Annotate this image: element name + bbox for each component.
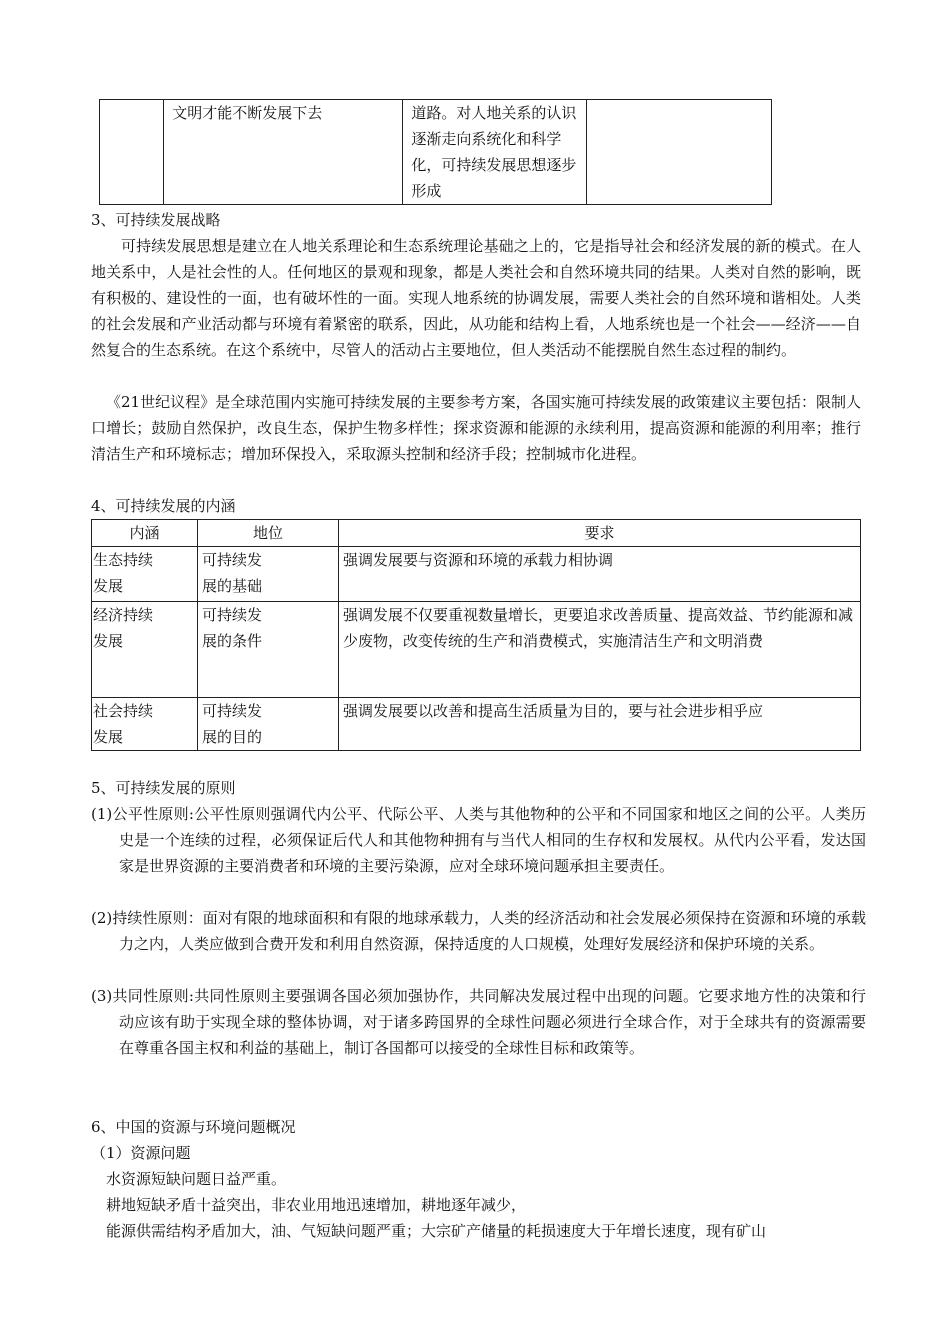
section6-sub-resource: （1）资源问题 (91, 1144, 191, 1162)
table-row (92, 698, 861, 751)
header-neihan: 内涵 (92, 520, 198, 547)
section5-heading: 5、可持续发展的原则 (91, 779, 236, 797)
table-row (100, 100, 772, 205)
row-2-neihan: 经济持续发展 (92, 602, 198, 698)
section6-heading: 6、中国的资源与环境问题概况 (91, 1118, 296, 1136)
section6-line-land: 耕地短缺矛盾十益突出，非农业用地迅速增加，耕地逐年减少， (106, 1196, 527, 1214)
table-header-row (92, 520, 861, 547)
row-3-diwei: 可持续发展的目的 (198, 698, 339, 751)
row-1-neihan: 生态持续发展 (92, 547, 198, 602)
section4-heading: 4、可持续发展的内涵 (91, 497, 236, 515)
table-row (92, 602, 861, 698)
row-1-yaoqiu: 强调发展要与资源和环境的承载力相协调 (339, 547, 861, 602)
row-3-yaoqiu: 强调发展要以改善和提高生活质量为目的，要与社会进步相乎应 (339, 698, 861, 751)
table-row (92, 547, 861, 602)
top-table-cell-1 (100, 100, 164, 205)
principle-sustainability: (2)持续性原则：面对有限的地球面积和有限的地球承载力，人类的经济活动和社会发展必须保持在资源和环境的承载力之内，人类应做到合费开发和利用自然资源，保持适度的人口规模，处理好发展经济和保护环境的关系。 (91, 909, 866, 953)
row-2-diwei: 可持续发展的条件 (198, 602, 339, 698)
row-1-diwei: 可持续发展的基础 (198, 547, 339, 602)
section3-heading: 3、可持续发展战略 (91, 211, 221, 229)
header-yaoqiu: 要求 (339, 520, 861, 547)
row-3-neihan: 社会持续发展 (92, 698, 198, 751)
row-2-yaoqiu: 强调发展不仅要重视数量增长，更要追求改善质量、提高效益、节约能源和减少废物，改变传统的生产和消费模式，实施清洁生产和文明消费 (339, 602, 861, 698)
principle-equity: (1)公平性原则:公平性原则强调代内公平、代际公平、人类与其他物种的公平和不同国家和地区之间的公平。人类历史是一个连续的过程，必须保证后代人和其他物种拥有与当代人相同的生存权和发展权。从代内公平看，发达国家是世界资源的主要消费者和环境的主要污染源，应对全球环境问题承担主要责任。 (91, 805, 866, 875)
connotation-table (91, 519, 861, 751)
header-diwei: 地位 (198, 520, 339, 547)
section6-line-energy: 能源供需结构矛盾加大，油、气短缺问题严重；大宗矿产储量的耗损速度大于年增长速度，现有矿山 (106, 1222, 767, 1240)
principle-commonality: (3)共同性原则:共同性原则主要强调各国必须加强协作，共同解决发展过程中出现的问题。它要求地方性的决策和行动应该有助于实现全球的整体协调，对于诸多跨国界的全球性问题必须进行全球合作，对于全球共有的资源需要在尊重各国主权和利益的基础上，制订各国都可以接受的全球性目标和政策等。 (91, 987, 866, 1057)
section3-paragraph-1: 可持续发展思想是建立在人地关系理论和生态系统理论基础之上的，它是指导社会和经济发展的新的模式。在人地关系中，人是社会性的人。任何地区的景观和现象，都是人类社会和自然环境共同的结果。人类对自然的影响，既有积极的、建设性的一面，也有破坏性的一面。实现人地系统的协调发展，需要人类社会的自然环境和谐相处。人类的社会发展和产业活动都与环境有着紧密的联系，因此，从功能和结构上看，人地系统也是一个社会——经济——自然复合的生态系统。在这个系统中，尽管人的活动占主要地位，但人类活动不能摆脱自然生态过程的制约。 (91, 237, 861, 359)
section3-paragraph-2: 《21世纪议程》是全球范围内实施可持续发展的主要参考方案，各国实施可持续发展的政策建议主要包括：限制人口增长；鼓励自然保护，改良生态，保护生物多样性；探求资源和能源的永续利用，提高资源和能源的利用率；推行清洁生产和环境标志；增加环保投入，采取源头控制和经济手段；控制城市化进程。 (91, 393, 861, 463)
section6-line-water: 水资源短缺问题日益严重。 (106, 1170, 287, 1188)
top-table-cell-3: 道路。对人地关系的认识逐渐走向系统化和科学化，可持续发展思想逐步形成 (403, 100, 587, 205)
top-table-cell-4 (587, 100, 772, 205)
top-table (99, 99, 772, 205)
top-table-cell-2: 文明才能不断发展下去 (164, 100, 403, 205)
